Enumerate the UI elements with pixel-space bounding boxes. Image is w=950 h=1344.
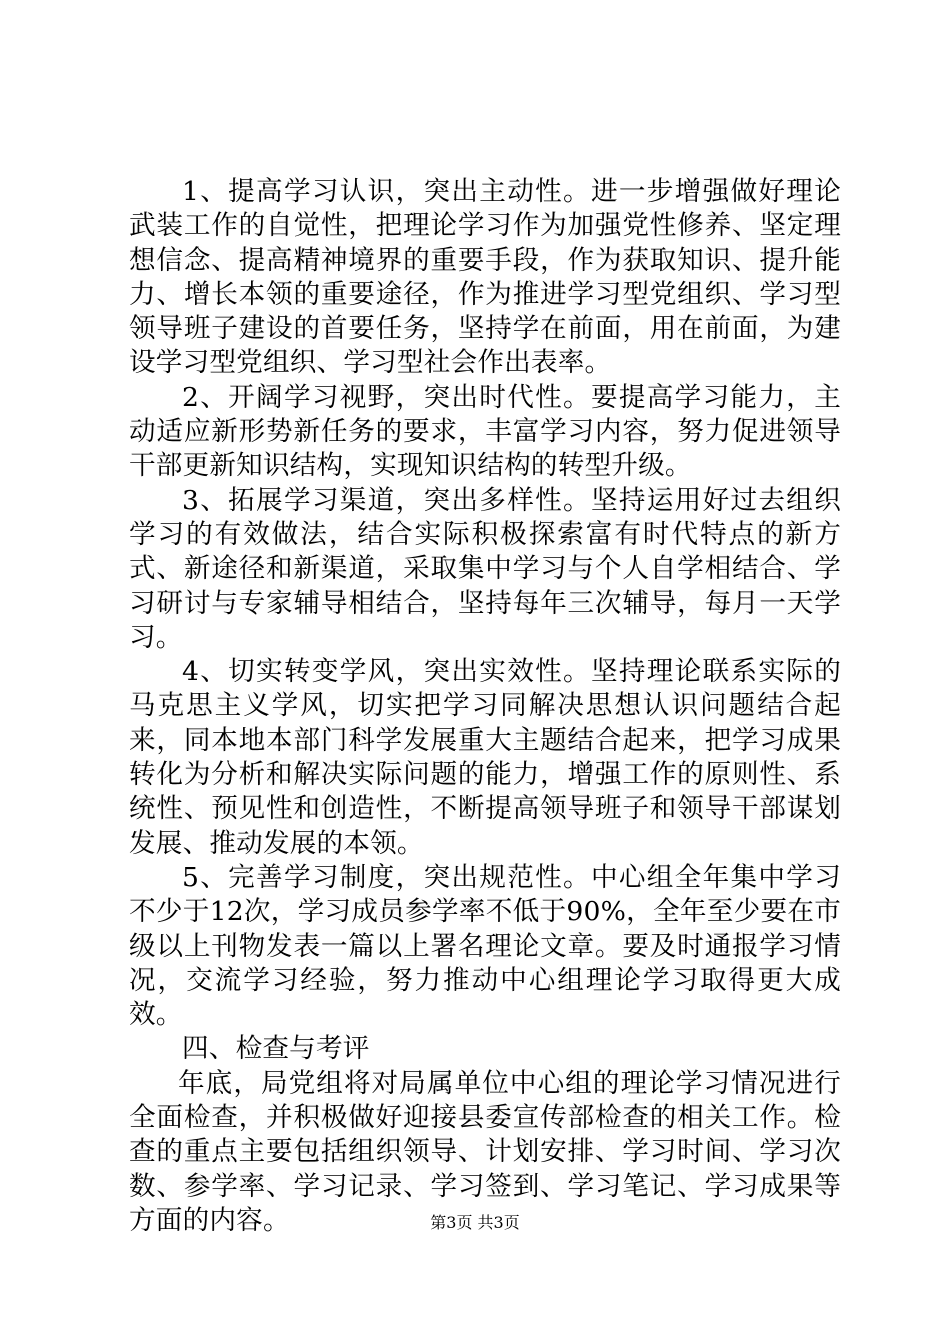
paragraph-2: 2、开阔学习视野，突出时代性。要提高学习能力，主动适应新形势新任务的要求，丰富学习内容，努力促进领导干部更新知识结构，实现知识结构的转型升级。	[129, 381, 841, 482]
paragraph-5: 5、完善学习制度，突出规范性。中心组全年集中学习不少于12次，学习成员参学率不低于90%，全年至少要在市级以上刊物发表一篇以上署名理论文章。要及时通报学习情况，交流学习经验，努力推动中心组理论学习取得更大成效。	[129, 861, 841, 1031]
document-body	[129, 175, 841, 1238]
paragraph-1: 1、提高学习认识，突出主动性。进一步增强做好理论武装工作的自觉性，把理论学习作为加强党性修养、坚定理想信念、提高精神境界的重要手段，作为获取知识、提升能力、增长本领的重要途径，作为推进学习型党组织、学习型领导班子建设的首要任务，坚持学在前面，用在前面，为建设学习型党组织、学习型社会作出表率。	[129, 176, 841, 379]
page-number-label: 第3页 共3页	[430, 1213, 520, 1232]
page-footer	[0, 1213, 950, 1233]
closing-paragraph: 年底，局党组将对局属单位中心组的理论学习情况进行全面检查，并积极做好迎接县委宣传部检查的相关工作。检查的重点主要包括组织领导、计划安排、学习时间、学习次数、参学率、学习记录、学习签到、学习笔记、学习成果等方面的内容。	[129, 1067, 841, 1236]
paragraph-3: 3、拓展学习渠道，突出多样性。坚持运用好过去组织学习的有效做法，结合实际积极探索富有时代特点的新方式、新途径和新渠道，采取集中学习与个人自学相结合、学习研讨与专家辅导相结合，坚持每年三次辅导，每月一天学习。	[129, 484, 841, 653]
section-heading: 四、检查与考评	[182, 1033, 370, 1065]
paragraph-4: 4、切实转变学风，突出实效性。坚持理论联系实际的马克思主义学风，切实把学习同解决思想认识问题结合起来，同本地本部门科学发展重大主题结合起来，把学习成果转化为分析和解决实际问题的能力，增强工作的原则性、系统性、预见性和创造性，不断提高领导班子和领导干部谋划发展、推动发展的本领。	[129, 656, 841, 859]
